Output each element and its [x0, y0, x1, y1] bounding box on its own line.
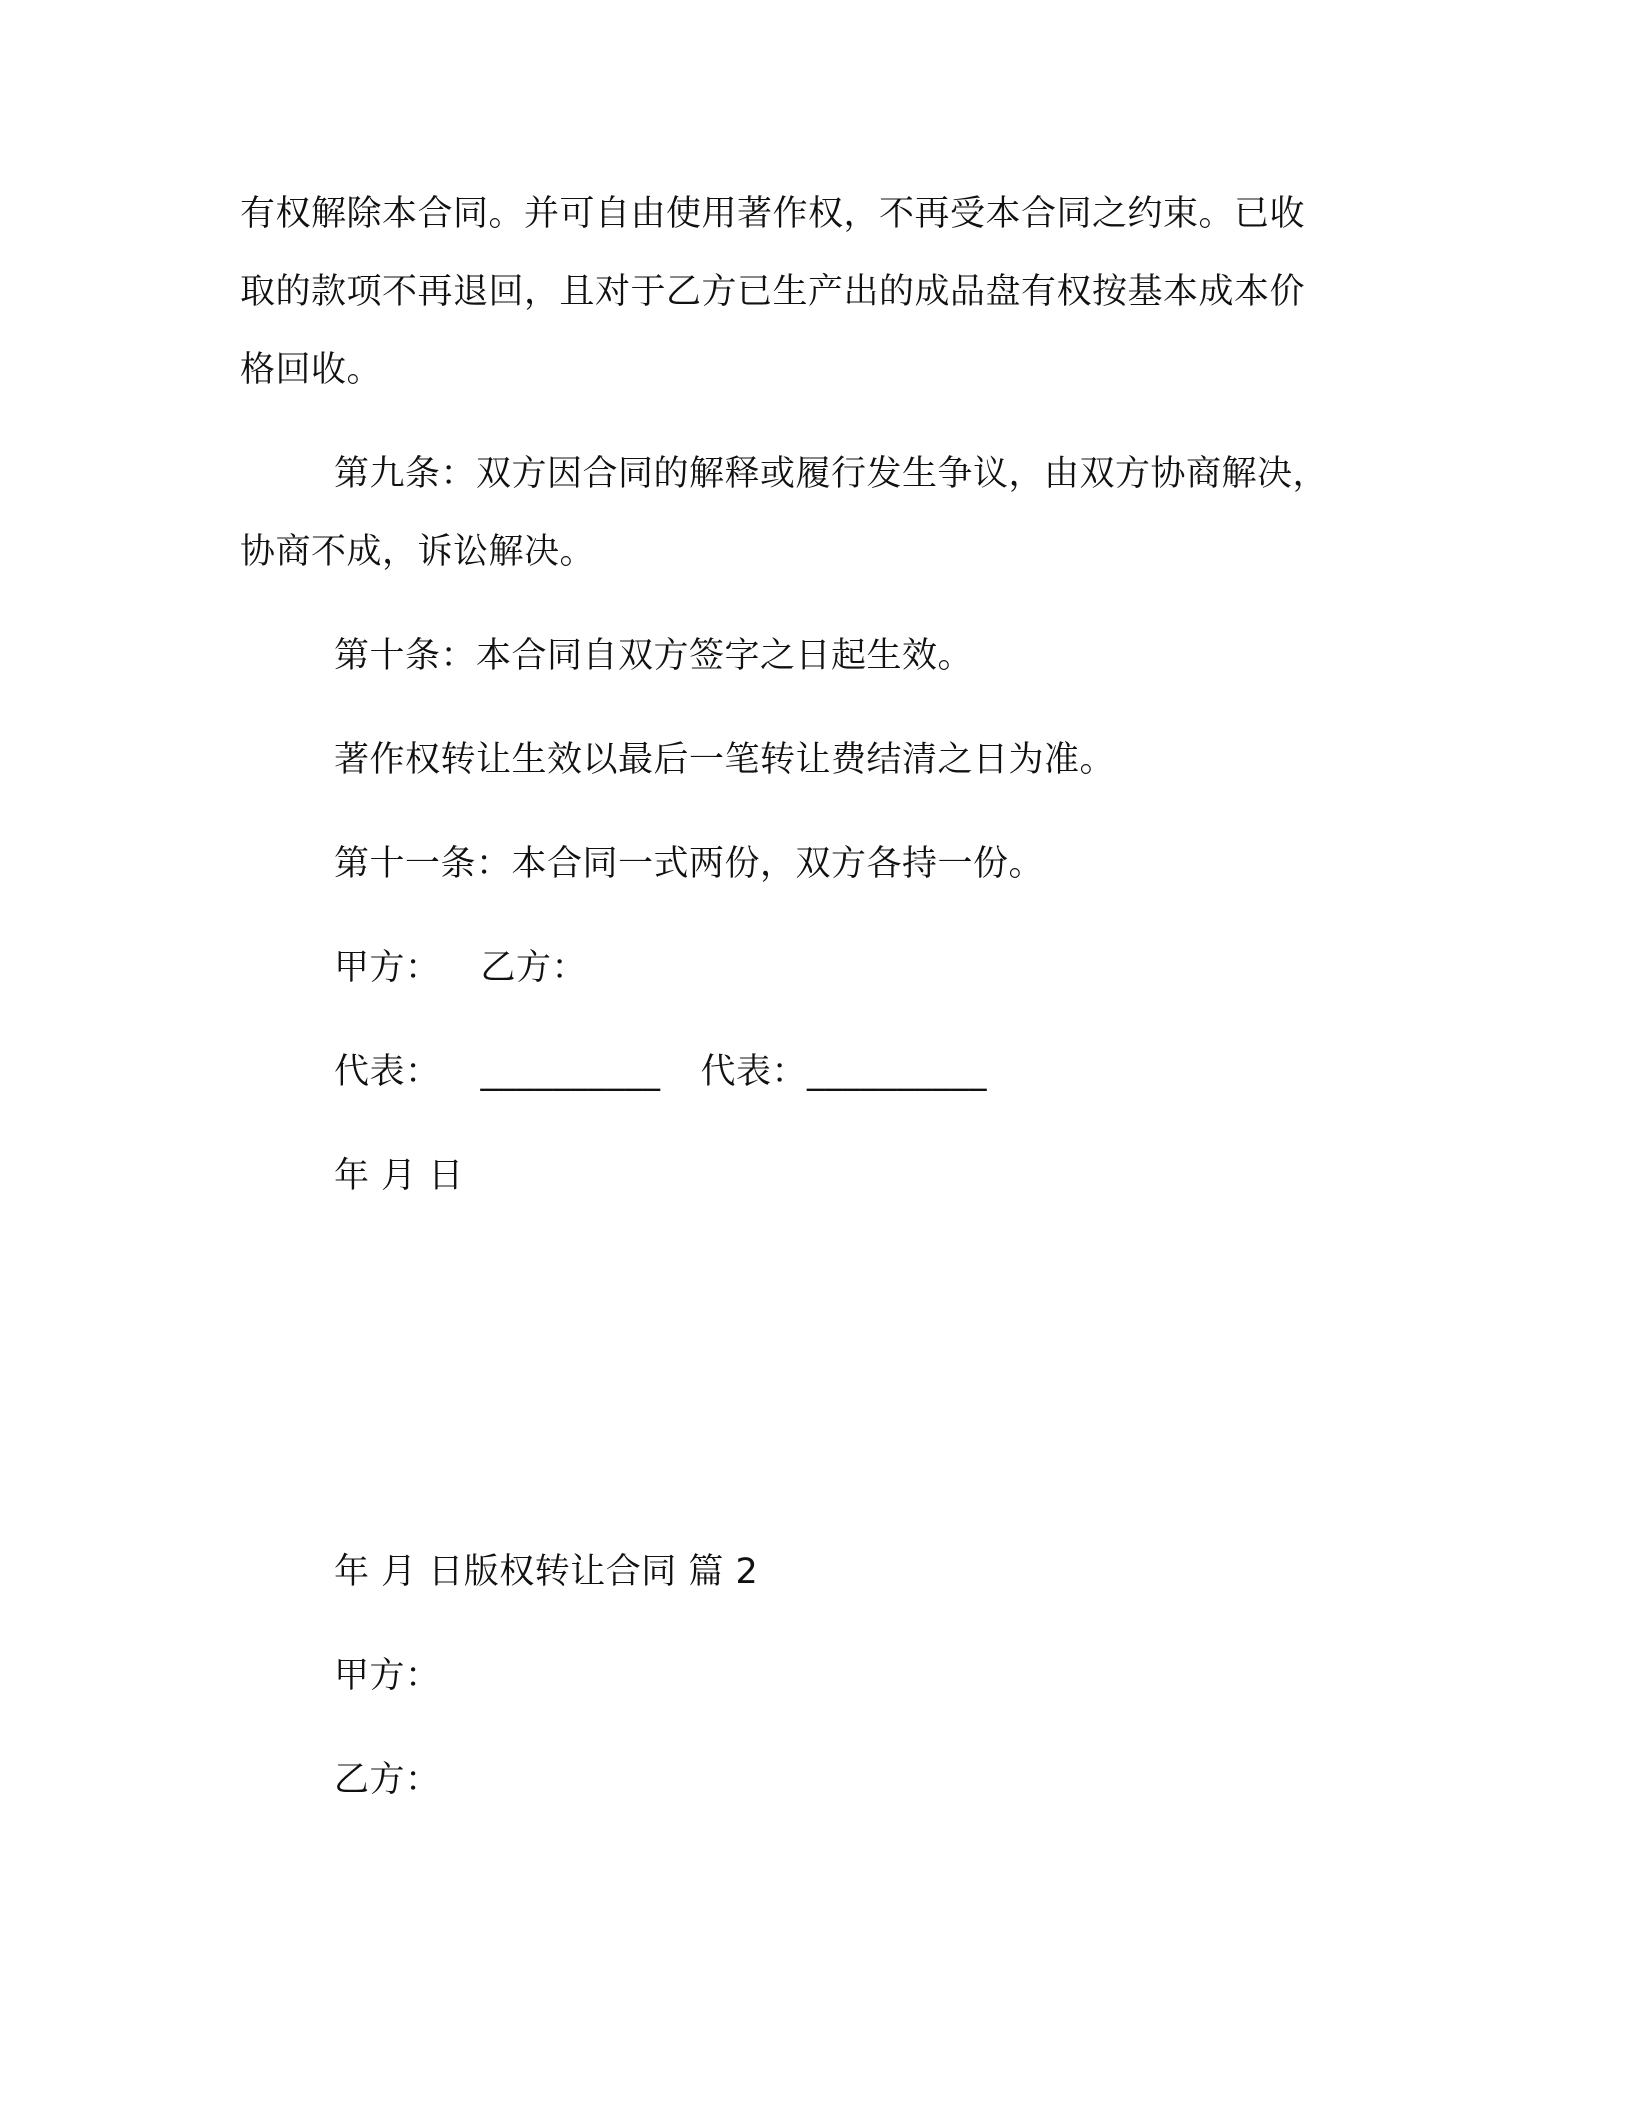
article-9-line: 第九条：双方因合同的解释或履行发生争议，由双方协商解决， — [334, 454, 1329, 494]
next-contract-party-a: 甲方： — [334, 1656, 441, 1696]
next-contract-heading: 年 月 日版权转让合同 篇 2 — [334, 1552, 759, 1592]
representative-a-label: 代表： — [334, 1052, 441, 1092]
article-10-note: 著作权转让生效以最后一笔转让费结清之日为准。 — [334, 740, 1116, 780]
paragraph-line: 格回收。 — [240, 350, 383, 390]
article-11: 第十一条：本合同一式两份，双方各持一份。 — [334, 844, 1045, 884]
party-a-label: 甲方： — [334, 948, 441, 988]
article-10: 第十条：本合同自双方签字之日起生效。 — [334, 636, 974, 676]
signature-representatives-row — [334, 1050, 987, 1094]
signature-parties-row — [334, 946, 587, 990]
article-9-line: 协商不成，诉讼解决。 — [240, 532, 596, 572]
paragraph-line: 取的款项不再退回，且对于乙方已生产出的成品盘有权按基本成本价 — [240, 272, 1306, 312]
representative-a-blank: __________ — [480, 1052, 661, 1092]
party-b-label: 乙方： — [480, 948, 588, 988]
signature-date: 年 月 日 — [334, 1156, 464, 1196]
paragraph-line: 有权解除本合同。并可自由使用著作权，不再受本合同之约束。已收 — [240, 194, 1306, 234]
representative-b-blank: __________ — [807, 1052, 988, 1092]
next-contract-party-b: 乙方： — [334, 1760, 441, 1800]
representative-b-label: 代表： — [700, 1052, 808, 1092]
